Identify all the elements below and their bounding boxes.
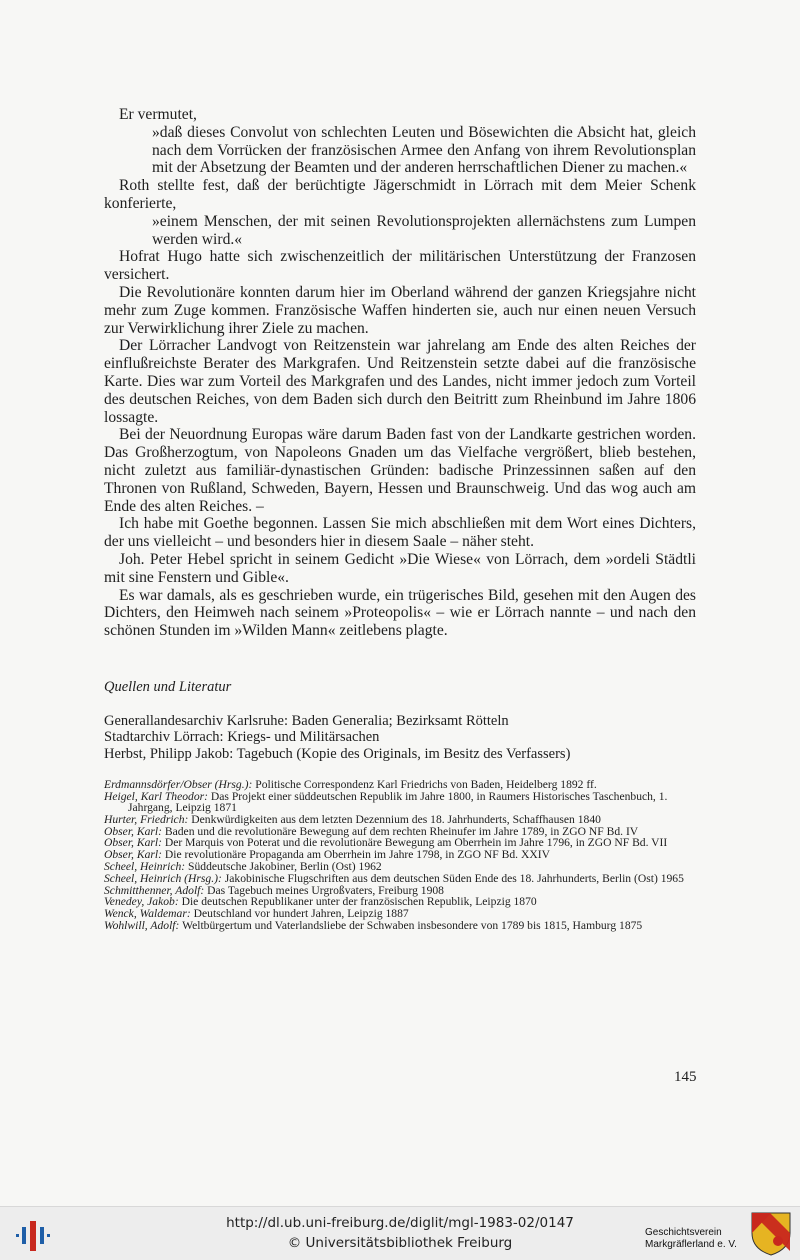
reference-text: Das Projekt einer süddeutschen Republik im Jahre 1800, in Raumers Historisches Taschenbuch, 1. Jahrgang, Leipzig 1871 — [128, 789, 668, 815]
reference-text: Das Tagebuch meines Urgroßvaters, Freiburg 1908 — [204, 883, 444, 897]
archive-item: Herbst, Philipp Jakob: Tagebuch (Kopie des Originals, im Besitz des Verfassers) — [104, 745, 571, 762]
reference-author: Schmitthenner, Adolf: — [104, 883, 205, 897]
archive-item: Stadtarchiv Lörrach: Kriegs- und Militärsachen — [104, 729, 380, 746]
page-number: 145 — [674, 1069, 697, 1085]
ub-freiburg-logo-icon[interactable] — [14, 1215, 54, 1255]
paragraph: Hofrat Hugo hatte sich zwischenzeitlich der militärischen Unterstützung der Franzosen versichert. — [104, 248, 696, 284]
reference-text: Weltbürgertum und Vaterlandsliebe der Schwaben insbesondere von 1789 bis 1815, Hamburg 1875 — [179, 918, 643, 932]
viewer-footer — [0, 1206, 800, 1260]
section-title: Quellen und Literatur — [104, 678, 232, 695]
reference-author: Wohlwill, Adolf: — [104, 918, 180, 932]
reference-item — [104, 896, 696, 907]
reference-text: Die revolutionäre Propaganda am Oberrhein im Jahre 1798, in ZGO NF Bd. XXIV — [161, 848, 550, 862]
reference-author: Obser, Karl: — [104, 824, 162, 838]
reference-author: Scheel, Heinrich: — [104, 860, 186, 873]
reference-text: Politische Correspondenz Karl Friedrichs von Baden, Heidelberg 1892 ff. — [252, 777, 597, 791]
reference-item — [104, 873, 696, 884]
paragraph: Der Lörracher Landvogt von Reitzenstein war jahrelang am Ende des alten Reiches der einflußreichste Berater des Markgrafen. Und Reitzenstein setzte dabei auf die französische Karte. Dies war zum Vorteil des Markgrafen und des Landes, nicht immer jedoch zum Vorteil des deutschen Reiches, von dem Baden sich durch den Beitritt zum Rheinbund im Jahre 1806 lossagte. — [104, 337, 696, 426]
society-name-line2: Markgräflerland e. V. — [645, 1239, 737, 1250]
reference-item — [104, 920, 696, 931]
reference-item — [104, 814, 696, 825]
reference-author: Wenck, Waldemar: — [104, 907, 191, 921]
paragraph: Roth stellte fest, daß der berüchtigte Jägerschmidt in Lörrach mit dem Meier Schenk konferierte, — [104, 177, 696, 212]
reference-text: Baden und die revolutionäre Bewegung auf dem rechten Rheinufer im Jahre 1789, in ZGO NF Bd. IV — [161, 824, 639, 838]
block-quote: »einem Menschen, der mit seinen Revolutionsprojekten allernächstens zum Lumpen werden wird.« — [152, 212, 696, 248]
reference-text: Der Marquis von Poterat und die revolutionäre Bewegung am Oberrhein im Jahre 1796, in ZGO NF Bd. VII — [161, 836, 668, 850]
reference-item — [104, 826, 696, 837]
paragraph: Joh. Peter Hebel spricht in seinem Gedicht »Die Wiese« von Lörrach, dem »ordeli Städtli mit sine Fenstern und Gible«. — [104, 550, 696, 586]
reference-author: Obser, Karl: — [104, 836, 162, 850]
society-name[interactable] — [645, 1227, 737, 1251]
society-name-line1: Geschichtsverein — [645, 1227, 722, 1238]
paragraph: Die Revolutionäre konnten darum hier im Oberland während der ganzen Kriegsjahre nicht mehr zum Zuge kommen. Französische Waffen hinderten sie, auch nur einen neuen Versuch zur Verwirklichung ihrer Ziele zu machen. — [104, 283, 696, 337]
body-text — [104, 106, 696, 932]
reference-author: Venedey, Jakob: — [104, 895, 179, 909]
reference-item — [104, 849, 696, 860]
paragraph: Er vermutet, — [119, 106, 197, 123]
reference-text: Die deutschen Republikaner unter der französischen Republik, Leipzig 1870 — [178, 895, 537, 909]
society-crest-icon[interactable] — [750, 1211, 792, 1257]
reference-item — [104, 791, 696, 814]
block-quote: »daß dieses Convolut von schlechten Leuten und Bösewichten die Absicht hat, gleich nach dem Vorrücken der französischen Armee den Anfang von ihrem Revolutionsplan mit der Absetzung der Beamten und der anderen herrschaftlichen Diener zu machen.« — [152, 123, 696, 177]
reference-text: Denkwürdigkeiten aus dem letzten Dezennium des 18. Jahrhunderts, Schaffhausen 1840 — [188, 812, 601, 826]
reference-text: Süddeutsche Jakobiner, Berlin (Ost) 1962 — [185, 860, 382, 873]
reference-item — [104, 779, 696, 790]
reference-item — [104, 861, 696, 872]
copyright-notice: © Universitätsbibliothek Freiburg — [287, 1235, 513, 1251]
reference-item — [104, 885, 696, 896]
reference-author: Heigel, Karl Theodor: — [104, 789, 209, 803]
archive-item: Generallandesarchiv Karlsruhe: Baden Generalia; Bezirksamt Rötteln — [104, 712, 509, 729]
reference-item — [104, 837, 696, 848]
paragraph: Bei der Neuordnung Europas wäre darum Baden fast von der Landkarte gestrichen worden. Das Großherzogtum, von Napoleons Gnaden um das Vielfache vergrößert, blieb bestehen, nicht zuletzt aus familiär-dynastischen Gründen: badische Prinzessinnen saßen auf den Thronen von Rußland, Schweden, Bayern, Hessen und Braunschweig. Und das wog auch am Ende des alten Reiches. – — [104, 426, 696, 515]
permalink-url[interactable]: http://dl.ub.uni-freiburg.de/diglit/mgl-1983-02/0147 — [226, 1215, 574, 1231]
reference-author: Obser, Karl: — [104, 848, 162, 862]
paragraph: Ich habe mit Goethe begonnen. Lassen Sie mich abschließen mit dem Wort eines Dichters, der uns vielleicht – und besonders hier in diesem Saale – näher steht. — [104, 515, 696, 551]
archive-sources — [104, 713, 696, 762]
reference-item — [104, 908, 696, 919]
reference-text: Deutschland vor hundert Jahren, Leipzig 1887 — [190, 907, 409, 921]
reference-author: Scheel, Heinrich (Hrsg.): — [104, 871, 222, 885]
paragraph: Es war damals, als es geschrieben wurde, ein trügerisches Bild, gesehen mit den Augen des Dichters, den Heimweh nach seinem »Proteopolis« – wie er Lörrach nannte – und nach den schönen Stunden im »Wilden Mann« zeitlebens plagte. — [104, 586, 696, 640]
reference-list — [104, 779, 696, 931]
reference-text: Jakobinische Flugschriften aus dem deutschen Süden Ende des 18. Jahrhunderts, Berlin (Ost) 1965 — [221, 871, 684, 885]
reference-author: Erdmannsdörfer/Obser (Hrsg.): — [104, 777, 253, 791]
reference-author: Hurter, Friedrich: — [104, 812, 189, 826]
